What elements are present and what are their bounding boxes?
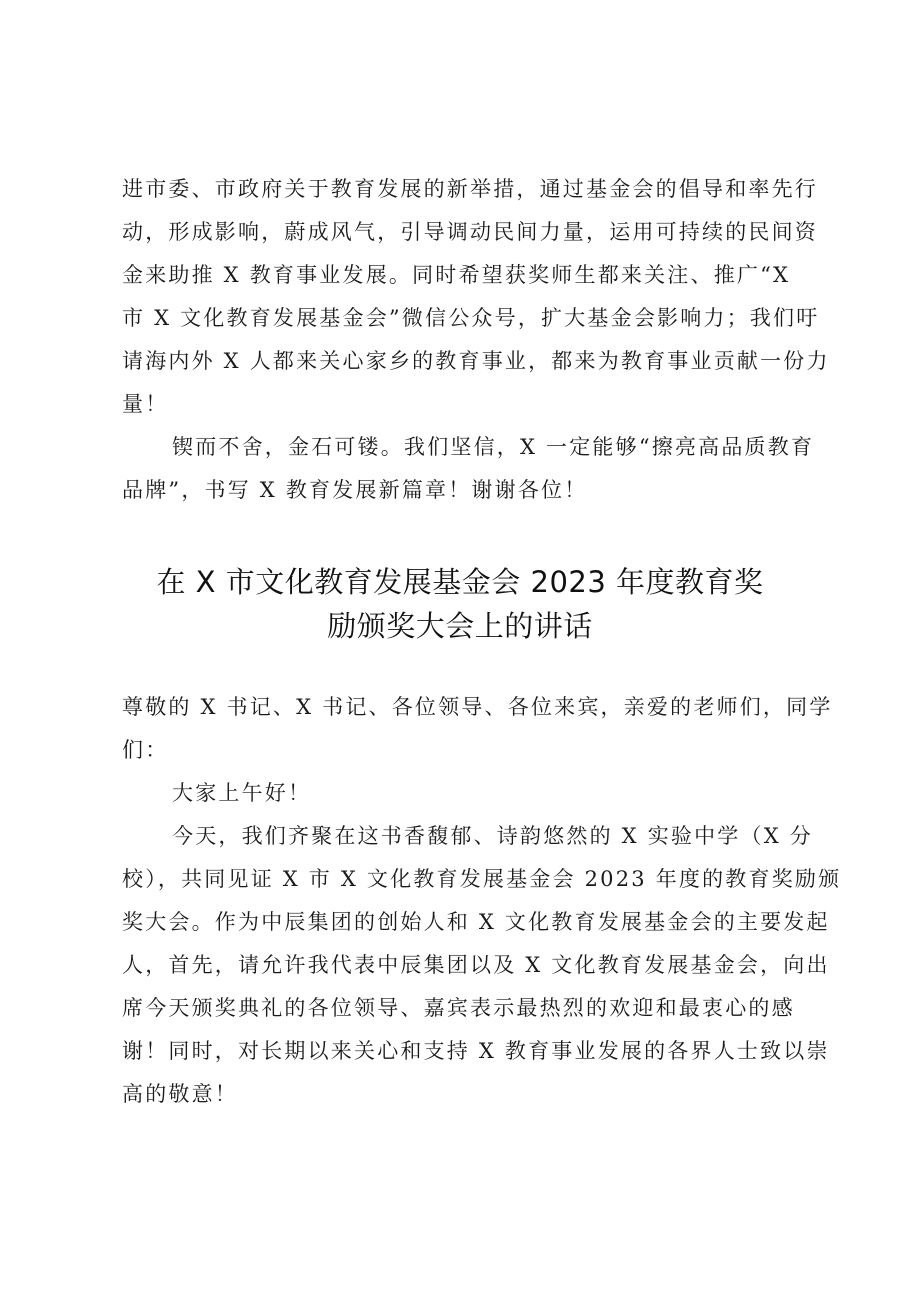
text-line: 人，首先，请允许我代表中辰集团以及 X 文化教育发展基金会，向出 — [122, 953, 830, 977]
speech-body — [122, 686, 842, 1116]
speech-title — [80, 560, 840, 648]
continuation-paragraph-2 — [122, 426, 815, 512]
speech-paragraph-1 — [122, 815, 842, 1116]
text-line: 大家上午好！ — [172, 781, 312, 805]
continuation-section — [122, 168, 830, 512]
text-line: 今天，我们齐聚在这书香馥郁、诗韵悠然的 X 实验中学（X 分 — [172, 824, 813, 848]
greeting — [122, 772, 810, 815]
text-line: 金来助推 X 教育事业发展。同时希望获奖师生都来关注、推广“X — [122, 263, 791, 287]
text-line: 市 X 文化教育发展基金会”微信公众号，扩大基金会影响力；我们吁 — [122, 306, 820, 330]
text-line: 席今天颁奖典礼的各位领导、嘉宾表示最热烈的欢迎和最衷心的感 — [122, 996, 795, 1020]
text-line: 校），共同见证 X 市 X 文化教育发展基金会 2023 年度的教育奖励颁 — [122, 867, 842, 891]
text-line: 进市委、市政府关于教育发展的新举措，通过基金会的倡导和率先行 — [122, 177, 818, 201]
text-line: 尊敬的 X 书记、X 书记、各位领导、各位来宾，亲爱的老师们，同学 — [122, 695, 833, 719]
text-line: 量！ — [122, 392, 169, 416]
text-line: 锲而不舍，金石可镂。我们坚信，X 一定能够“擦亮高品质教育 — [172, 435, 815, 459]
salutation — [122, 686, 833, 772]
text-line: 奖大会。作为中辰集团的创始人和 X 文化教育发展基金会的主要发起 — [122, 910, 830, 934]
text-line: 谢！同时，对长期以来关心和支持 X 教育事业发展的各界人士致以崇 — [122, 1039, 830, 1063]
text-line: 高的敬意！ — [122, 1082, 238, 1106]
text-line: 动，形成影响，蔚成风气，引导调动民间力量，运用可持续的民间资 — [122, 220, 818, 244]
text-line: 请海内外 X 人都来关心家乡的教育事业，都来为教育事业贡献一份力 — [122, 349, 830, 373]
text-line: 们： — [122, 738, 169, 762]
title-line: 在 X 市文化教育发展基金会 2023 年度教育奖 — [156, 565, 764, 599]
continuation-paragraph-1 — [122, 168, 830, 426]
title-line: 励颁奖大会上的讲话 — [327, 609, 593, 643]
text-line: 品牌”，书写 X 教育发展新篇章！谢谢各位！ — [122, 478, 588, 502]
